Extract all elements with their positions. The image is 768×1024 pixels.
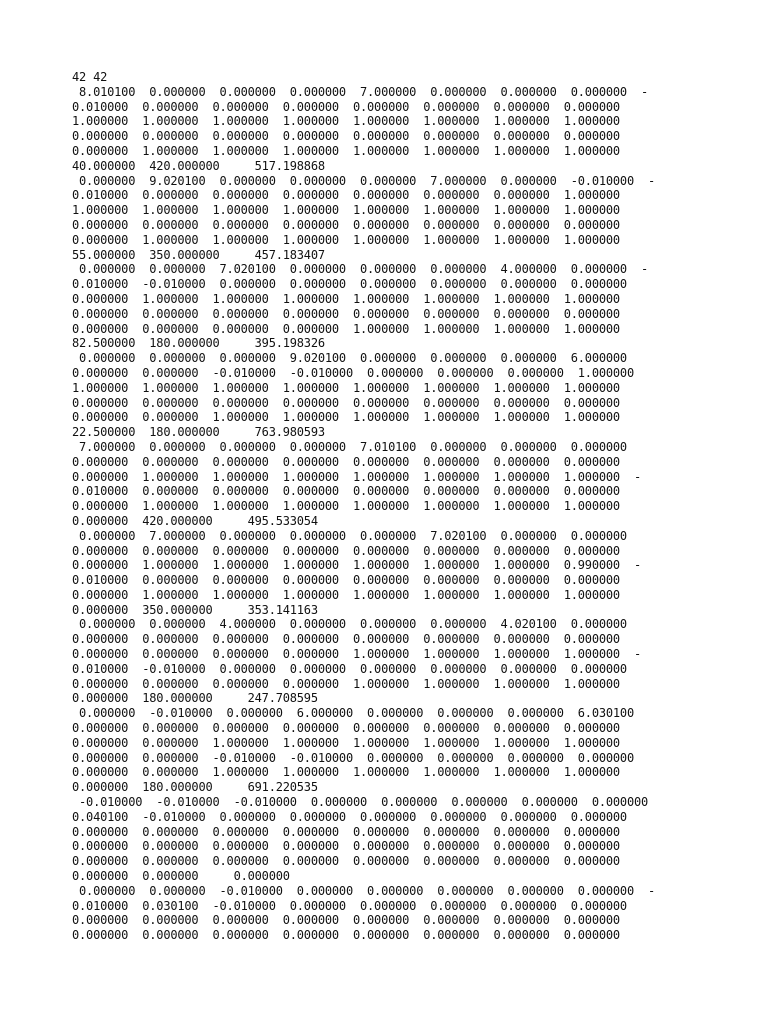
text-line: 0.000000 0.000000 0.000000 0.000000 0.000000 0.000000 0.000000 0.000000 (72, 913, 620, 928)
text-line: 0.010000 -0.010000 0.000000 0.000000 0.000000 0.000000 0.000000 0.000000 (72, 661, 627, 676)
text-line: 0.000000 7.000000 0.000000 0.000000 0.000000 7.020100 0.000000 0.000000 (72, 528, 627, 543)
text-line: 82.500000 180.000000 395.198326 (72, 336, 325, 351)
text-line: 8.010100 0.000000 0.000000 0.000000 7.000000 0.000000 0.000000 0.000000 - (72, 84, 649, 99)
text-line: 0.000000 0.000000 0.000000 0.000000 0.000000 0.000000 0.000000 0.000000 (72, 839, 620, 854)
text-line: 0.000000 0.000000 -0.010000 -0.010000 0.000000 0.000000 0.000000 0.000000 (72, 750, 634, 765)
text-line: 0.000000 1.000000 1.000000 1.000000 1.000000 1.000000 1.000000 1.000000 (72, 587, 620, 602)
text-line: 0.010000 0.030100 -0.010000 0.000000 0.000000 0.000000 0.000000 0.000000 (72, 898, 627, 913)
text-line: 0.000000 0.000000 0.000000 0.000000 0.000000 0.000000 0.000000 0.000000 (72, 632, 620, 647)
text-line: 0.040100 -0.010000 0.000000 0.000000 0.000000 0.000000 0.000000 0.000000 (72, 809, 627, 824)
text-line: 0.000000 0.000000 0.000000 0.000000 0.000000 0.000000 0.000000 0.000000 (72, 454, 620, 469)
text-line: 0.000000 0.000000 0.000000 0.000000 0.000000 0.000000 0.000000 0.000000 (72, 721, 620, 736)
text-line: 0.000000 1.000000 1.000000 1.000000 1.000000 1.000000 1.000000 0.990000 - (72, 558, 641, 573)
text-line: 0.000000 0.000000 0.000000 0.000000 0.000000 0.000000 0.000000 0.000000 (72, 543, 620, 558)
text-line: 0.000000 180.000000 247.708595 (72, 691, 318, 706)
text-line: 1.000000 1.000000 1.000000 1.000000 1.000000 1.000000 1.000000 1.000000 (72, 114, 620, 129)
text-line: 0.010000 0.000000 0.000000 0.000000 0.000000 0.000000 0.000000 0.000000 (72, 573, 620, 588)
text-line: 0.000000 -0.010000 0.000000 6.000000 0.000000 0.000000 0.000000 6.030100 (72, 706, 634, 721)
text-line: 0.000000 1.000000 1.000000 1.000000 1.000000 1.000000 1.000000 1.000000 (72, 143, 620, 158)
document-page (72, 70, 712, 943)
text-line: 0.000000 0.000000 0.000000 0.000000 0.000000 0.000000 0.000000 0.000000 (72, 306, 620, 321)
text-line: 0.000000 0.000000 0.000000 0.000000 0.000000 0.000000 0.000000 0.000000 (72, 854, 620, 869)
text-line: 55.000000 350.000000 457.183407 (72, 247, 325, 262)
text-line: 0.000000 0.000000 0.000000 0.000000 0.000000 0.000000 0.000000 0.000000 (72, 395, 620, 410)
text-line: 0.000000 1.000000 1.000000 1.000000 1.000000 1.000000 1.000000 1.000000 (72, 291, 620, 306)
text-line: -0.010000 -0.010000 -0.010000 0.000000 0.000000 0.000000 0.000000 0.000000 (72, 795, 649, 810)
text-line: 0.000000 0.000000 4.000000 0.000000 0.000000 0.000000 4.020100 0.000000 (72, 617, 627, 632)
text-line: 7.000000 0.000000 0.000000 0.000000 7.010100 0.000000 0.000000 0.000000 (72, 439, 627, 454)
text-line: 0.000000 0.000000 0.000000 0.000000 1.000000 1.000000 1.000000 1.000000 (72, 321, 620, 336)
text-line: 0.000000 1.000000 1.000000 1.000000 1.000000 1.000000 1.000000 1.000000 (72, 499, 620, 514)
text-line: 0.010000 0.000000 0.000000 0.000000 0.000000 0.000000 0.000000 1.000000 (72, 188, 620, 203)
text-line: 0.000000 1.000000 1.000000 1.000000 1.000000 1.000000 1.000000 1.000000 - (72, 469, 641, 484)
text-line: 0.000000 1.000000 1.000000 1.000000 1.000000 1.000000 1.000000 1.000000 (72, 232, 620, 247)
text-line: 0.000000 9.020100 0.000000 0.000000 0.000000 7.000000 0.000000 -0.010000 - (72, 173, 656, 188)
text-line: 0.000000 0.000000 7.020100 0.000000 0.000000 0.000000 4.000000 0.000000 - (72, 262, 649, 277)
text-line: 42 42 (72, 70, 108, 84)
text-line: 1.000000 1.000000 1.000000 1.000000 1.000000 1.000000 1.000000 1.000000 (72, 203, 620, 218)
text-line: 0.000000 350.000000 353.141163 (72, 602, 318, 617)
text-line: 0.000000 0.000000 0.000000 0.000000 1.000000 1.000000 1.000000 1.000000 (72, 676, 620, 691)
text-line: 0.000000 0.000000 1.000000 1.000000 1.000000 1.000000 1.000000 1.000000 (72, 735, 620, 750)
text-line: 0.000000 0.000000 -0.010000 0.000000 0.000000 0.000000 0.000000 0.000000 - (72, 883, 656, 898)
text-line: 0.000000 0.000000 0.000000 0.000000 1.000000 1.000000 1.000000 1.000000 - (72, 647, 641, 662)
text-line: 0.010000 -0.010000 0.000000 0.000000 0.000000 0.000000 0.000000 0.000000 (72, 277, 627, 292)
text-line: 40.000000 420.000000 517.198868 (72, 158, 325, 173)
text-line: 0.000000 0.000000 1.000000 1.000000 1.000000 1.000000 1.000000 1.000000 (72, 765, 620, 780)
text-line: 22.500000 180.000000 763.980593 (72, 425, 325, 440)
text-line: 0.000000 0.000000 0.000000 0.000000 0.000000 0.000000 0.000000 0.000000 (72, 217, 620, 232)
text-line: 0.000000 0.000000 0.000000 0.000000 0.000000 0.000000 0.000000 0.000000 (72, 928, 620, 943)
text-line: 0.000000 420.000000 495.533054 (72, 513, 318, 528)
text-line: 1.000000 1.000000 1.000000 1.000000 1.000000 1.000000 1.000000 1.000000 (72, 380, 620, 395)
text-line: 0.000000 0.000000 0.000000 0.000000 0.000000 0.000000 0.000000 0.000000 (72, 129, 620, 144)
text-line: 0.000000 0.000000 0.000000 0.000000 0.000000 0.000000 0.000000 0.000000 (72, 824, 620, 839)
text-line: 0.000000 0.000000 1.000000 1.000000 1.000000 1.000000 1.000000 1.000000 (72, 410, 620, 425)
text-line: 0.000000 180.000000 691.220535 (72, 780, 318, 795)
text-line: 0.000000 0.000000 0.000000 9.020100 0.000000 0.000000 0.000000 6.000000 (72, 351, 627, 366)
text-line: 0.010000 0.000000 0.000000 0.000000 0.000000 0.000000 0.000000 0.000000 (72, 484, 620, 499)
text-line: 0.000000 0.000000 -0.010000 -0.010000 0.000000 0.000000 0.000000 1.000000 (72, 365, 634, 380)
text-line: 0.010000 0.000000 0.000000 0.000000 0.000000 0.000000 0.000000 0.000000 (72, 99, 620, 114)
text-line: 0.000000 0.000000 0.000000 (72, 869, 290, 884)
